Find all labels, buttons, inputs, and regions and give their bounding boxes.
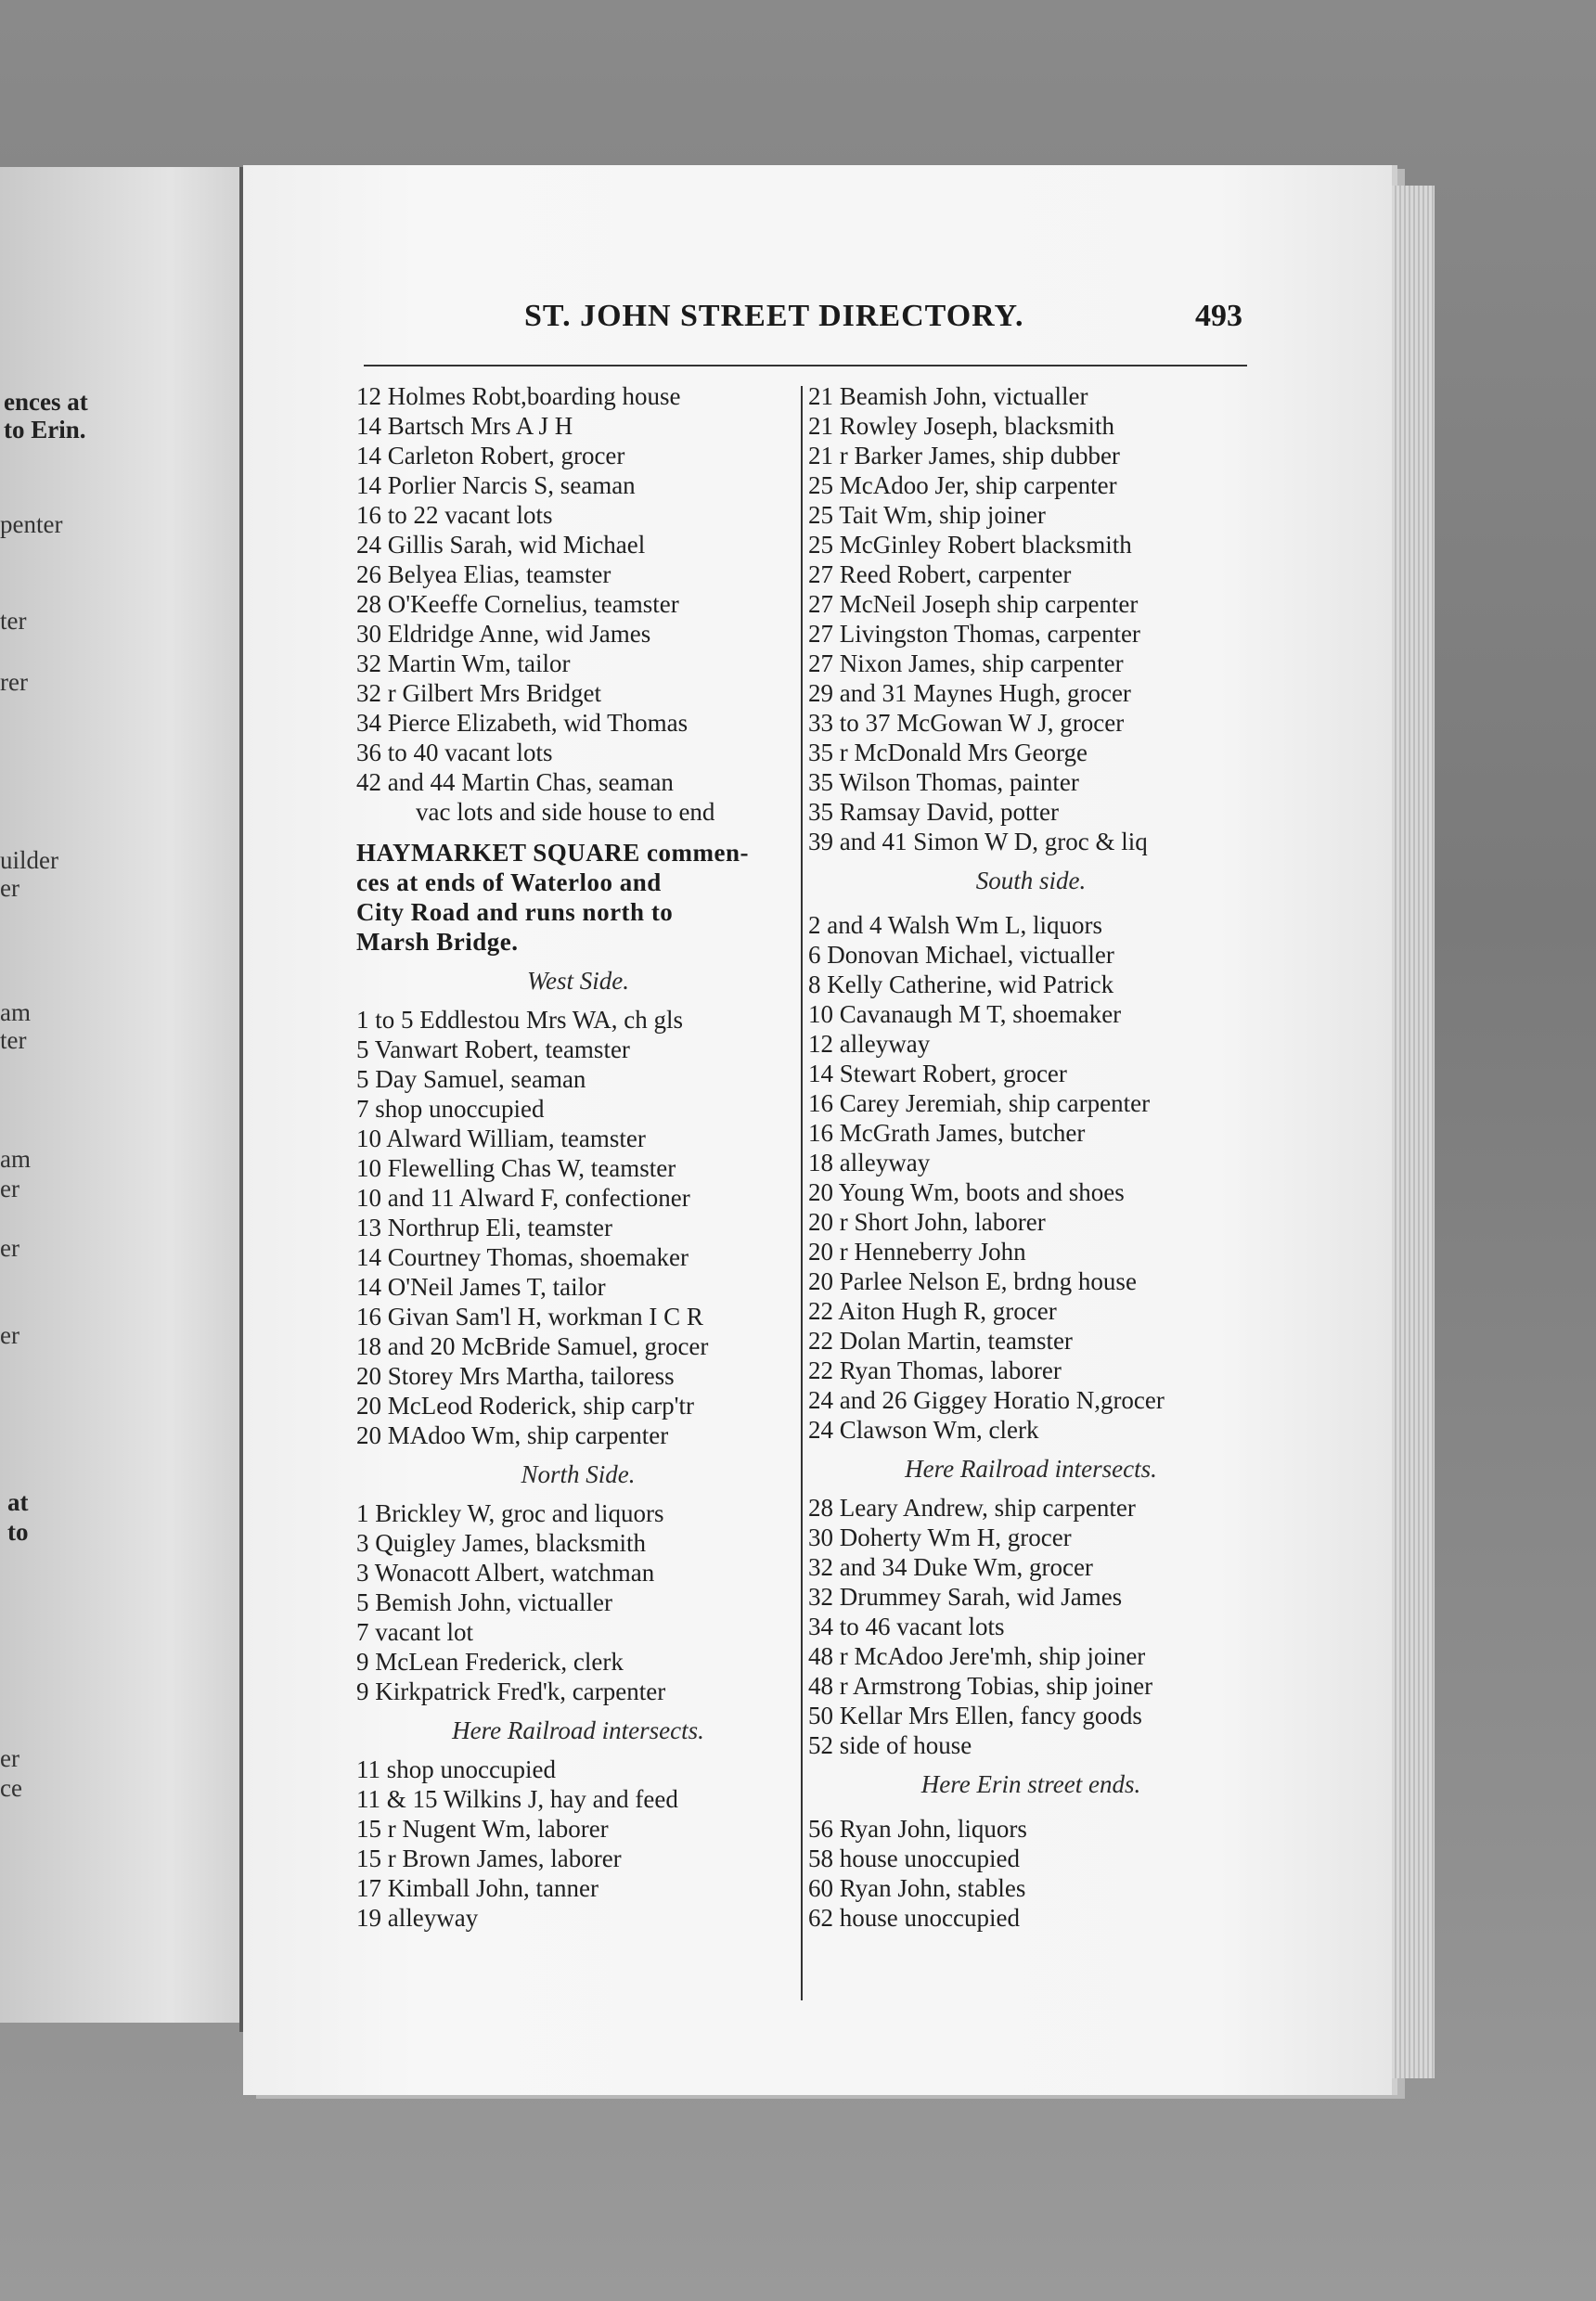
directory-entry: 20 Storey Mrs Martha, tailoress [356, 1362, 675, 1390]
directory-entry: 16 McGrath James, butcher [808, 1119, 1086, 1147]
left-page-fragment: er [0, 874, 19, 902]
directory-entry: 20 Young Wm, boots and shoes [808, 1178, 1125, 1206]
directory-entry: 48 r McAdoo Jere'mh, ship joiner [808, 1642, 1146, 1670]
directory-entry: 14 Carleton Robert, grocer [356, 442, 625, 469]
directory-entry: 30 Eldridge Anne, wid James [356, 620, 651, 648]
header-rule [364, 365, 1247, 366]
directory-entry: 15 r Nugent Wm, laborer [356, 1815, 609, 1843]
directory-entry: 13 Northrup Eli, teamster [356, 1214, 612, 1241]
directory-entry: 42 and 44 Martin Chas, seaman [356, 768, 674, 796]
left-page-fragment: am [0, 1145, 31, 1173]
directory-entry: 56 Ryan John, liquors [808, 1815, 1027, 1843]
left-page-fragment: penter [0, 510, 63, 538]
left-page-fragment: ter [0, 607, 27, 635]
left-page-edge [0, 167, 243, 2023]
left-page-fragment: ences at [4, 388, 88, 416]
directory-entry: 10 Alward William, teamster [356, 1125, 646, 1152]
directory-entry: 62 house unoccupied [808, 1904, 1020, 1932]
directory-entry: 19 alleyway [356, 1904, 479, 1932]
directory-entry-continuation: vac lots and side house to end [416, 798, 715, 826]
directory-entry: 14 Stewart Robert, grocer [808, 1060, 1067, 1087]
section-label-railroad: Here Railroad intersects. [905, 1455, 1157, 1483]
directory-entry: 27 McNeil Joseph ship carpenter [808, 590, 1139, 618]
directory-entry: 27 Livingston Thomas, carpenter [808, 620, 1140, 648]
right-column [808, 381, 1254, 1933]
directory-entry: 22 Ryan Thomas, laborer [808, 1356, 1062, 1384]
directory-entry: 24 Gillis Sarah, wid Michael [356, 531, 646, 559]
left-page-fragment: to Erin. [4, 416, 86, 443]
directory-entry: 10 Cavanaugh M T, shoemaker [808, 1000, 1122, 1028]
street-heading-line: Marsh Bridge. [356, 928, 519, 956]
left-page-fragment: er [0, 1321, 19, 1349]
directory-entry: 5 Bemish John, victualler [356, 1588, 612, 1616]
left-page-fragment: ce [0, 1774, 22, 1802]
directory-entry: 36 to 40 vacant lots [356, 739, 553, 766]
street-heading-line: HAYMARKET SQUARE commen- [356, 839, 750, 867]
directory-entry: 25 McAdoo Jer, ship carpenter [808, 471, 1117, 499]
directory-entry: 11 shop unoccupied [356, 1755, 556, 1783]
directory-entry: 32 Drummey Sarah, wid James [808, 1583, 1123, 1611]
directory-entry: 24 Clawson Wm, clerk [808, 1416, 1039, 1444]
directory-entry: 14 Porlier Narcis S, seaman [356, 471, 636, 499]
left-top-entries [356, 381, 800, 827]
directory-entry: 32 and 34 Duke Wm, grocer [808, 1553, 1093, 1581]
left-page-fragment: to [7, 1518, 29, 1546]
column-divider [801, 386, 803, 2000]
north-side-entries [356, 1498, 800, 1706]
directory-entry: 20 Parlee Nelson E, brdng house [808, 1267, 1137, 1295]
directory-entry: 35 Wilson Thomas, painter [808, 768, 1079, 796]
directory-entry: 11 & 15 Wilkins J, hay and feed [356, 1785, 678, 1813]
left-page-fragment: er [0, 1744, 19, 1772]
directory-entry: 48 r Armstrong Tobias, ship joiner [808, 1672, 1153, 1700]
right-top-entries [808, 381, 1254, 856]
left-page-fragment: er [0, 1175, 19, 1202]
page-number: 493 [1195, 299, 1242, 333]
directory-entry: 12 Holmes Robt,boarding house [356, 382, 681, 410]
directory-entry: 28 Leary Andrew, ship carpenter [808, 1494, 1136, 1522]
directory-entry: 22 Aiton Hugh R, grocer [808, 1297, 1057, 1325]
directory-entry: 32 r Gilbert Mrs Bridget [356, 679, 601, 707]
directory-entry: 34 Pierce Elizabeth, wid Thomas [356, 709, 689, 737]
directory-entry: 16 to 22 vacant lots [356, 501, 553, 529]
directory-entry: 7 shop unoccupied [356, 1095, 545, 1123]
directory-entry: 5 Vanwart Robert, teamster [356, 1035, 630, 1063]
directory-entry: 24 and 26 Giggey Horatio N,grocer [808, 1386, 1165, 1414]
section-label-railroad: Here Railroad intersects. [452, 1716, 704, 1744]
section-label-erin-street: Here Erin street ends. [920, 1770, 1141, 1798]
directory-entry: 10 and 11 Alward F, confectioner [356, 1184, 690, 1212]
directory-entry: 20 r Short John, laborer [808, 1208, 1046, 1236]
left-page-fragment: uilder [0, 846, 58, 874]
after-erin-entries [808, 1814, 1254, 1933]
directory-entry: 6 Donovan Michael, victualler [808, 941, 1114, 969]
directory-entry: 9 McLean Frederick, clerk [356, 1648, 624, 1676]
after-railroad-entries [808, 1493, 1254, 1760]
directory-entry: 58 house unoccupied [808, 1845, 1020, 1872]
street-heading-haymarket [356, 838, 800, 957]
left-column [356, 381, 800, 1933]
directory-entry: 27 Nixon James, ship carpenter [808, 649, 1124, 677]
directory-entry: 22 Dolan Martin, teamster [808, 1327, 1073, 1355]
directory-entry: 50 Kellar Mrs Ellen, fancy goods [808, 1702, 1142, 1729]
directory-entry: 9 Kirkpatrick Fred'k, carpenter [356, 1678, 666, 1705]
directory-entry: 30 Doherty Wm H, grocer [808, 1523, 1072, 1551]
directory-entry: 35 r McDonald Mrs George [808, 739, 1088, 766]
page-edge-stack [1392, 186, 1435, 2078]
directory-entry: 17 Kimball John, tanner [356, 1874, 598, 1902]
directory-entry: 1 to 5 Eddlestou Mrs WA, ch gls [356, 1006, 683, 1034]
directory-entry: 12 alleyway [808, 1030, 931, 1058]
directory-entry: 16 Carey Jeremiah, ship carpenter [808, 1089, 1151, 1117]
directory-entry: 34 to 46 vacant lots [808, 1613, 1005, 1640]
section-label-west-side: West Side. [527, 967, 629, 995]
directory-entry: 14 Courtney Thomas, shoemaker [356, 1243, 689, 1271]
directory-entry: 8 Kelly Catherine, wid Patrick [808, 971, 1114, 998]
directory-entry: 18 alleyway [808, 1149, 931, 1176]
section-label-north-side: North Side. [521, 1460, 636, 1488]
directory-entry: 28 O'Keeffe Cornelius, teamster [356, 590, 679, 618]
left-page-fragment: rer [0, 668, 28, 696]
street-heading-line: City Road and runs north to [356, 898, 674, 926]
directory-entry: 21 Beamish John, victualler [808, 382, 1088, 410]
directory-entry: 32 Martin Wm, tailor [356, 649, 571, 677]
street-heading-line: ces at ends of Waterloo and [356, 868, 662, 896]
directory-entry: 39 and 41 Simon W D, groc & liq [808, 828, 1148, 855]
directory-entry: 14 Bartsch Mrs A J H [356, 412, 573, 440]
left-page-fragment: at [7, 1488, 29, 1516]
directory-entry: 33 to 37 McGowan W J, grocer [808, 709, 1125, 737]
directory-entry: 1 Brickley W, groc and liquors [356, 1499, 664, 1527]
directory-entry: 35 Ramsay David, potter [808, 798, 1059, 826]
directory-entry: 27 Reed Robert, carpenter [808, 560, 1072, 588]
left-page-fragment: am [0, 998, 31, 1026]
directory-entry: 20 McLeod Roderick, ship carp'tr [356, 1392, 695, 1420]
directory-entry: 20 r Henneberry John [808, 1238, 1026, 1266]
directory-entry: 14 O'Neil James T, tailor [356, 1273, 606, 1301]
directory-entry: 7 vacant lot [356, 1618, 473, 1646]
directory-entry: 29 and 31 Maynes Hugh, grocer [808, 679, 1131, 707]
directory-entry: 15 r Brown James, laborer [356, 1845, 622, 1872]
left-page-fragment: ter [0, 1026, 27, 1054]
directory-entry: 60 Ryan John, stables [808, 1874, 1026, 1902]
page-title: ST. JOHN STREET DIRECTORY. [524, 299, 1024, 333]
directory-entry: 20 MAdoo Wm, ship carpenter [356, 1421, 669, 1449]
directory-entry: 2 and 4 Walsh Wm L, liquors [808, 911, 1103, 939]
directory-entry: 21 Rowley Joseph, blacksmith [808, 412, 1114, 440]
directory-entry: 3 Wonacott Albert, watchman [356, 1559, 655, 1587]
section-label-south-side: South side. [975, 867, 1087, 894]
south-side-entries [808, 910, 1254, 1445]
directory-entry: 26 Belyea Elias, teamster [356, 560, 611, 588]
directory-entry: 18 and 20 McBride Samuel, grocer [356, 1332, 709, 1360]
directory-entry: 5 Day Samuel, seaman [356, 1065, 586, 1093]
directory-entry: 3 Quigley James, blacksmith [356, 1529, 646, 1557]
directory-entry: 52 side of house [808, 1731, 972, 1759]
directory-entry: 10 Flewelling Chas W, teamster [356, 1154, 676, 1182]
directory-entry: 21 r Barker James, ship dubber [808, 442, 1120, 469]
directory-entry: 25 McGinley Robert blacksmith [808, 531, 1132, 559]
west-side-entries [356, 1005, 800, 1450]
directory-entry: 16 Givan Sam'l H, workman I C R [356, 1303, 703, 1330]
after-railroad-entries [356, 1755, 800, 1933]
left-page-fragment: er [0, 1234, 19, 1262]
directory-entry: 25 Tait Wm, ship joiner [808, 501, 1046, 529]
